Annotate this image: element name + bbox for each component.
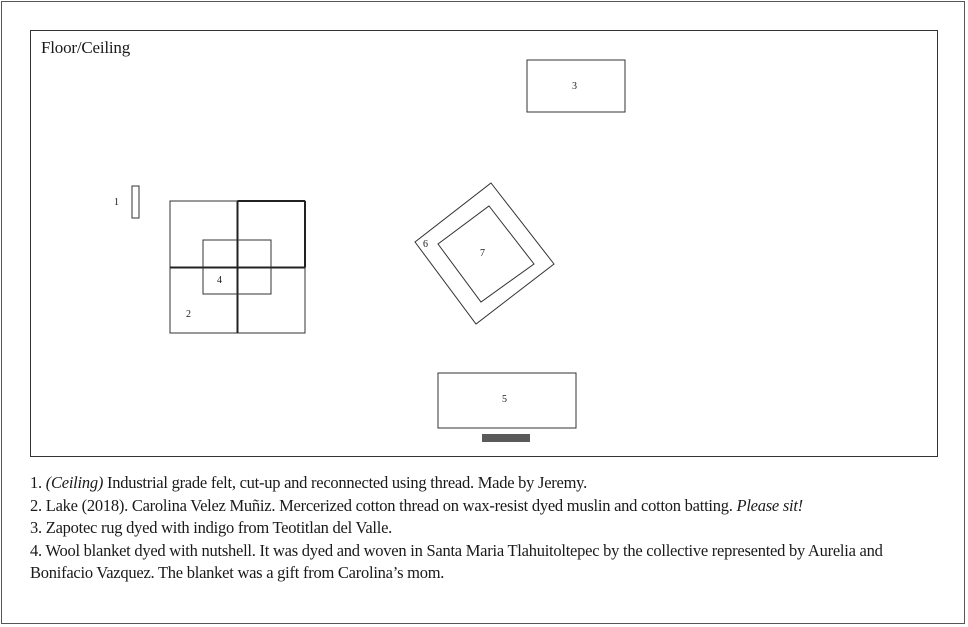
legend-item-1 bbox=[30, 472, 930, 495]
item-1-felt-shape bbox=[132, 186, 139, 218]
legend-item-1-ceiling: (Ceiling) bbox=[45, 473, 104, 492]
legend-item-3-text: Zapotec rug dyed with indigo from Teotitlan del Valle. bbox=[45, 518, 393, 537]
item-6-label: 6 bbox=[423, 239, 428, 250]
item-1-label: 1 bbox=[114, 197, 119, 208]
bench-base-bar bbox=[482, 434, 530, 442]
legend-item-4-number: 4. bbox=[30, 540, 42, 560]
legend-item-2-number: 2. bbox=[30, 495, 42, 515]
legend-item-3 bbox=[30, 517, 930, 540]
item-4-label: 4 bbox=[217, 275, 222, 286]
legend-item-2-note: Please sit! bbox=[736, 495, 803, 515]
legend-item-4-text: Wool blanket dyed with nutshell. It was dyed and woven in Santa Maria Tlahuitoltepec by the collective represented by Aurelia and Bonifacio Vazquez. The blanket was a gift from Carolina’s mom. bbox=[30, 540, 883, 582]
item-7-label: 7 bbox=[480, 248, 485, 259]
item-5-label: 5 bbox=[502, 394, 507, 405]
legend-item-2-text: Lake (2018). Carolina Velez Muñiz. Mercerized cotton thread on wax-resist dyed muslin and cotton batting. bbox=[45, 495, 733, 515]
legend-item-4 bbox=[30, 540, 930, 585]
legend-item-2 bbox=[30, 495, 930, 518]
legend bbox=[30, 472, 930, 585]
legend-item-1-number: 1. bbox=[30, 473, 42, 492]
legend-item-1-text: Industrial grade felt, cut-up and reconnected using thread. Made by Jeremy. bbox=[106, 473, 587, 492]
legend-item-3-number: 3. bbox=[30, 518, 42, 537]
item-5-bench bbox=[438, 373, 576, 428]
item-3-label: 3 bbox=[572, 81, 577, 92]
item-2-label: 2 bbox=[186, 309, 191, 320]
plan-title: Floor/Ceiling bbox=[41, 38, 131, 57]
